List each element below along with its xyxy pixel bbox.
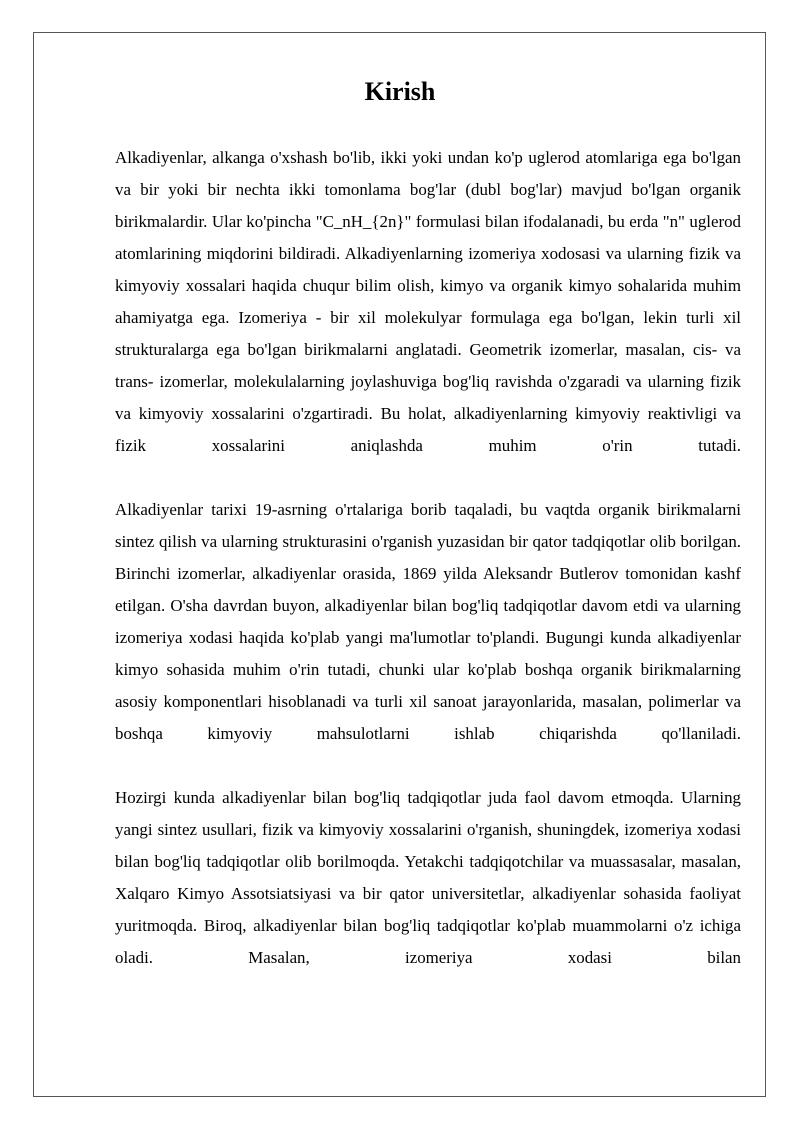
paragraph-2: Alkadiyenlar tarixi 19-asrning o'rtalariga borib taqaladi, bu vaqtda organik birikmalarni sintez qilish va ularning strukturasini o'rganish yuzasidan bir qator tadqiqotlar olib borilgan. Birinchi izomerlar, alkadiyenlar orasida, 1869 yilda Aleksandr Butlerov tomonidan kashf etilgan. O'sha davrdan buyon, alkadiyenlar bilan bog'liq tadqiqotlar davom etdi va ularning izomeriya xodasi haqida ko'plab yangi ma'lumotlar to'plandi. Bugungi kunda alkadiyenlar kimyo sohasida muhim o'rin tutadi, chunki ular ko'plab boshqa organik birikmalarning asosiy komponentlari hisoblanadi va turli xil sanoat jarayonlarida, masalan, polimerlar va boshqa kimyoviy mahsulotlarni ishlab chiqarishda qo'llaniladi. xyxy=(115,500,741,743)
paragraph-3: Hozirgi kunda alkadiyenlar bilan bog'liq tadqiqotlar juda faol davom etmoqda. Ularning yangi sintez usullari, fizik va kimyoviy xossalarini o'rganish, shuningdek, izomeriya xodasi bilan bog'liq tadqiqotlar olib borilmoqda. Yetakchi tadqiqotchilar va muassasalar, masalan, Xalqaro Kimyo Assotsiatsiyasi va bir qator universitetlar, alkadiyenlar sohasida faoliyat yuritmoqda. Biroq, alkadiyenlar bilan bog'liq tadqiqotlar ko'plab muammolarni o'z ichiga oladi. Masalan, izomeriya xodasi bilan xyxy=(115,788,741,967)
paragraph-1: Alkadiyenlar, alkanga o'xshash bo'lib, ikki yoki undan ko'p uglerod atomlariga ega bo'lgan va bir yoki bir nechta ikki tomonlama bog'lar (dubl bog'lar) mavjud bo'lgan organik birikmalardir. Ular ko'pincha "C_nH_{2n}" formulasi bilan ifodalanadi, bu erda "n" uglerod atomlarining miqdorini bildiradi. Alkadiyenlarning izomeriya xodosasi va ularning fizik va kimyoviy xossalari haqida chuqur bilim olish, kimyo va organik kimyo sohalarida muhim ahamiyatga ega. Izomeriya - bir xil molekulyar formulaga ega bo'lgan, lekin turli xil strukturalarga ega bo'lgan birikmalarni anglatadi. Geometrik izomerlar, masalan, cis- va trans- izomerlar, molekulalarning joylashuviga bog'liq ravishda o'zgaradi va ularning fizik va kimyoviy xossalarini o'zgartiradi. Bu holat, alkadiyenlarning kimyoviy reaktivligi va fizik xossalarini aniqlashda muhim o'rin tutadi. xyxy=(115,148,741,455)
document-body xyxy=(115,142,741,1006)
page-title: Kirish xyxy=(364,77,436,106)
